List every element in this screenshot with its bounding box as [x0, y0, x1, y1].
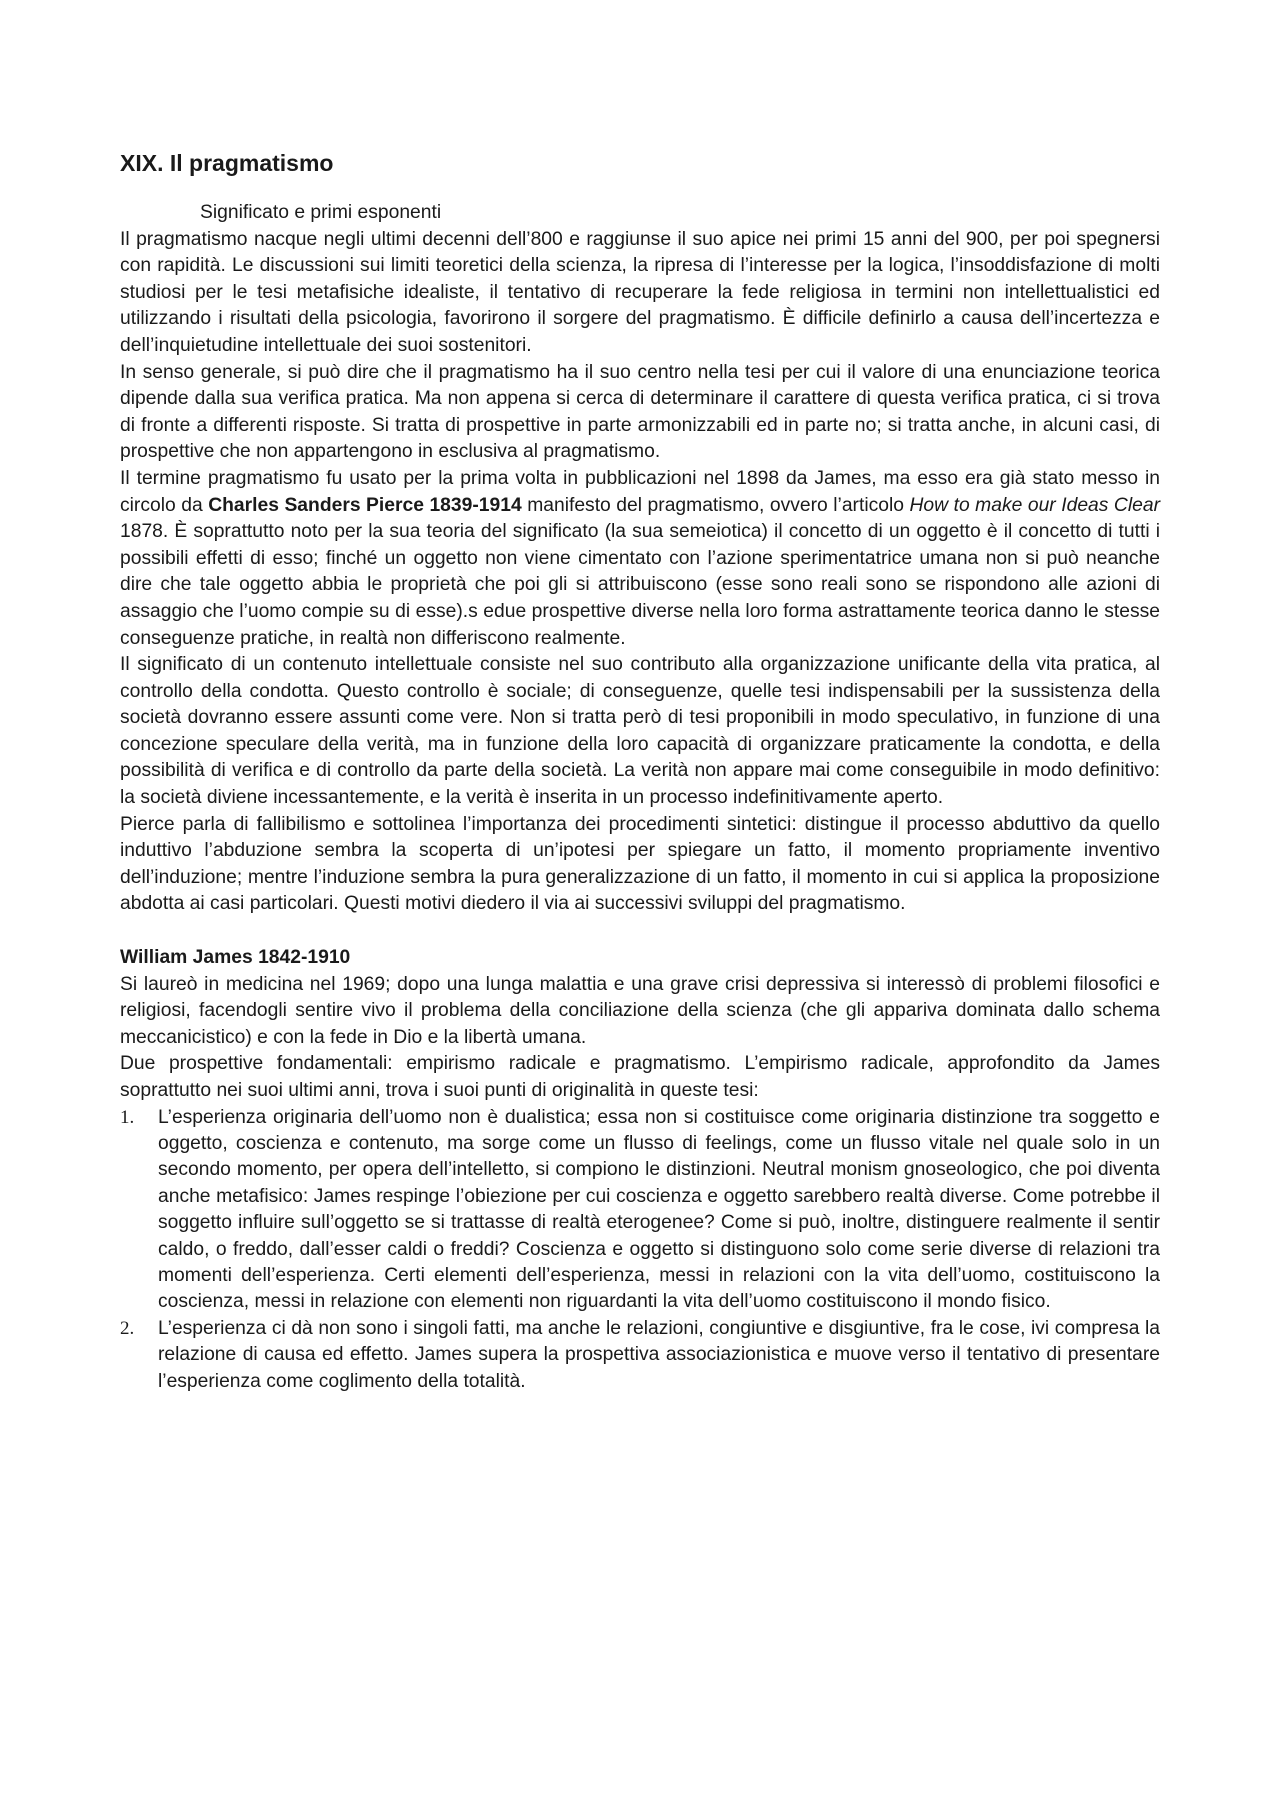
paragraph-general-sense: In senso generale, si può dire che il pragmatismo ha il suo centro nella tesi per cui il valore di una enunciazione teorica dipende dalla sua verifica pratica. Ma non appena si cerca di determinare il carattere di questa verifica pratica, ci si trova di fronte a differenti risposte. Si tratta di prospettive in parte armonizzabili ed in parte no; si tratta anche, in alcuni casi, di prospettive che non appartengono in esclusiva al pragmatismo.: [120, 361, 1160, 463]
list-item: [120, 1105, 1160, 1316]
pierce-text-part2: manifesto del pragmatismo, ovvero l’articolo: [521, 494, 910, 516]
james-section-title: William James 1842-1910: [120, 947, 351, 969]
list-item-text: L’esperienza originaria dell’uomo non è dualistica; essa non si costituisce come originaria distinzione tra soggetto e oggetto, coscienza e contenuto, ma sorge come un flusso di feelings, come un flusso vitale nel quale solo in un secondo momento, per opera dell’intelletto, si compiono le distinzioni. Neutral monism gnoseologico, che poi diventa anche metafisico: James respinge l’obiezione per cui coscienza e oggetto sarebbero realtà diverse. Come potrebbe il soggetto influire sull’oggetto se si trattasse di realtà eterogenee? Come si può, inoltre, distinguere realmente il sentir caldo, o freddo, dall’esser caldi o freddi? Coscienza e oggetto si distinguono solo come serie diverse di relazioni tra momenti dell’esperienza. Certi elementi dell’esperienza, messi in relazioni con la vita dell’uomo, costituiscono la coscienza, messi in relazione con elementi non riguardanti la vita dell’uomo costituiscono il mondo fisico.: [158, 1106, 1160, 1313]
section-gap: [120, 918, 1160, 945]
paragraph-intro: Il pragmatismo nacque negli ultimi decenni dell’800 e raggiunse il suo apice nei primi 15 anni del 900, per poi spegnersi con rapidità. Le discussioni sui limiti teoretici della scienza, la ripresa di l’interesse per la logica, l’insoddisfazione di molti studiosi per le tesi metafisiche idealiste, il tentativo di recuperare la fede religiosa in termini non intellettualistici ed utilizzando i risultati della psicologia, favorirono il sorgere del pragmatismo. È difficile definirlo a causa dell’incertezza e dell’inquietudine intellettuale dei suoi sostenitori.: [120, 228, 1160, 356]
pierce-text-part1: Il termine pragmatismo fu usato per la prima volta in pubblicazioni nel 1898 da James, ma esso era già stato messo in circolo da: [120, 467, 1160, 516]
paragraph-james-bio: Si laureò in medicina nel 1969; dopo una lunga malattia e una grave crisi depressiva si interessò di problemi filosofici e religiosi, facendogli sentire vivo il problema della conciliazione della scienza (che gli appariva dominata dallo schema meccanicistico) e con la fede in Dio e la libertà umana.: [120, 973, 1160, 1048]
paragraph-pierce: [120, 466, 1160, 652]
pierce-text-part3: 1878. È soprattutto noto per la sua teoria del significato (la sua semeiotica) il concetto di un oggetto è il concetto di tutti i possibili effetti di esso; finché un oggetto non viene cimentato con l’azione sperimentatrice umana non si può neanche dire che tale oggetto abbia le proprietà che poi gli si attribuiscono (esse sono reali sono se rispondono alle azioni di assaggio che l’uomo compie su di esse).s edue prospettive diverse nella loro forma astrattamente teorica danno le stesse conseguenze pratiche, in realtà non differiscono realmente.: [120, 521, 1160, 649]
paragraph-fallibilism: Pierce parla di fallibilismo e sottolinea l’importanza dei procedimenti sintetici: distingue il processo abduttivo da quello induttivo l’abduzione sembra la scoperta di un’ipotesi per spiegare un fatto, il momento propriamente inventivo dell’induzione; mentre l’induzione sembra la pura generalizzazione di un fatto, il momento in cui si applica la proposizione abdotta ai casi particolari. Questi motivi diedero il via ai successivi sviluppi del pragmatismo.: [120, 813, 1160, 915]
pierce-name: Charles Sanders Pierce 1839-1914: [208, 494, 522, 516]
paragraph-meaning: Il significato di un contenuto intellettuale consiste nel suo contributo alla organizzazione unificante della vita pratica, al controllo della condotta. Questo controllo è sociale; di conseguenze, quelle tesi indispensabili per la sussistenza della società dovranno essere assunti come vere. Non si tratta però di tesi proponibili in modo speculativo, in funzione di una concezione speculare della verità, ma in funzione della loro capacità di organizzare praticamente la condotta, e della possibilità di verifica e di controllo da parte della società. La verità non appare mai come conseguibile in modo definitivo: la società diviene incessantemente, e la verità è inserita in un processo indefinitivamente aperto.: [120, 654, 1160, 809]
list-item-number: 2.: [120, 1317, 135, 1339]
thesis-list: [120, 1105, 1160, 1395]
list-item-number: 1.: [120, 1106, 135, 1128]
section-subtitle: Significato e primi esponenti: [200, 202, 442, 223]
document-page: [120, 148, 1160, 1395]
paragraph-james-perspectives: Due prospettive fondamentali: empirismo radicale e pragmatismo. L’empirismo radicale, approfondito da James soprattutto nei suoi ultimi anni, trova i suoi punti di originalità in queste tesi:: [120, 1053, 1160, 1101]
chapter-title: XIX. Il pragmatismo: [120, 150, 334, 176]
article-title: How to make our Ideas Clear: [909, 494, 1160, 516]
list-item-text: L’esperienza ci dà non sono i singoli fatti, ma anche le relazioni, congiuntive e disgiuntive, fra le cose, ivi compresa la relazione di causa ed effetto. James supera la prospettiva associazionistica e muove verso il tentativo di presentare l’esperienza come coglimento della totalità.: [158, 1317, 1160, 1392]
list-item: [120, 1316, 1160, 1395]
